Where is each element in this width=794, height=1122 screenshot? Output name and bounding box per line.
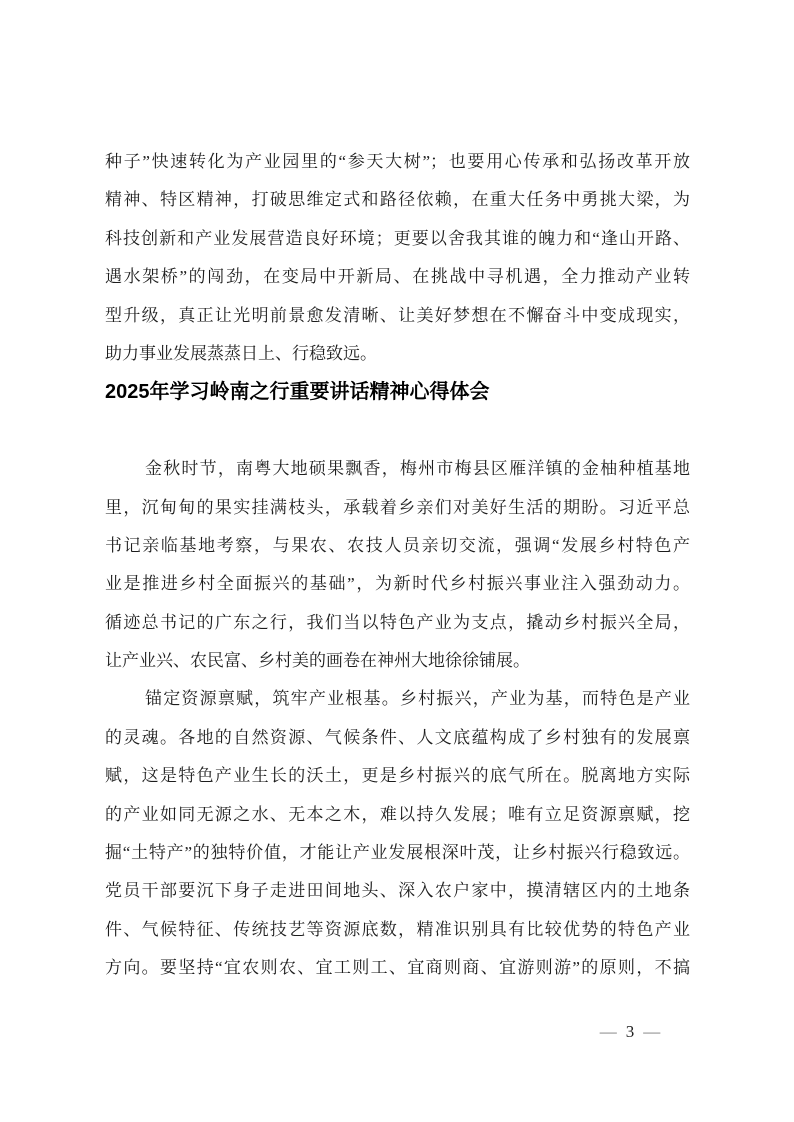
paragraph (105, 680, 690, 987)
text-line: 助力事业发展蒸蒸日上、行稳致远。 (105, 343, 377, 363)
text-line: 的灵魂。各地的自然资源、气候条件、人文底蕴构成了乡村独有的发展禀 (105, 727, 690, 747)
text-line: 件、气候特征、传统技艺等资源底数，精准识别具有比较优势的特色产业 (105, 919, 690, 939)
text-line: 方向。要坚持“宜农则农、宜工则工、宜商则商、宜游则游”的原则，不搞 (105, 958, 690, 978)
text-line: 的产业如同无源之水、无本之木，难以持久发展；唯有立足资源禀赋，挖 (105, 804, 690, 824)
paragraph (105, 450, 690, 680)
page-number-dash-left: — (599, 1022, 617, 1041)
text-line: 循迹总书记的广东之行，我们当以特色产业为支点，撬动乡村振兴全局， (105, 612, 690, 632)
page-footer (560, 1022, 700, 1042)
text-line: 党员干部要沉下身子走进田间地头、深入农户家中，摸清辖区内的土地条 (105, 881, 690, 901)
text-line: 种子”快速转化为产业园里的“参天大树”；也要用心传承和弘扬改革开放 (105, 152, 690, 171)
text-line: 赋，这是特色产业生长的沃土，更是乡村振兴的底气所在。脱离地方实际 (105, 766, 690, 786)
page-number-value: 3 (625, 1022, 635, 1041)
text-line: 金秋时节，南粤大地硕果飘香，梅州市梅县区雁洋镇的金柚种植基地 (145, 459, 690, 479)
text-line: 让产业兴、农民富、乡村美的画卷在神州大地徐徐铺展。 (105, 651, 530, 671)
text-line: 掘“土特产”的独特价值，才能让产业发展根深叶茂，让乡村振兴行稳致远。 (105, 843, 690, 863)
document-body (105, 143, 690, 988)
text-line: 书记亲临基地考察，与果农、农技人员亲切交流，强调“发展乡村特色产 (105, 535, 690, 555)
paragraph-continuation (105, 143, 690, 373)
text-line: 里，沉甸甸的果实挂满枝头，承载着乡亲们对美好生活的期盼。习近平总 (105, 497, 690, 517)
text-line: 型升级，真正让光明前景愈发清晰、让美好梦想在不懈奋斗中变成现实， (105, 305, 690, 325)
text-line: 锚定资源禀赋，筑牢产业根基。乡村振兴，产业为基，而特色是产业 (145, 689, 690, 709)
text-line: 精神、特区精神，打破思维定式和路径依赖，在重大任务中勇挑大梁，为 (105, 190, 690, 210)
page-number-dash-right: — (643, 1022, 661, 1041)
section-heading: 2025年学习岭南之行重要讲话精神心得体会 (105, 381, 490, 404)
text-line: 业是推进乡村全面振兴的基础”，为新时代乡村振兴事业注入强劲动力。 (105, 574, 690, 594)
text-line: 科技创新和产业发展营造良好环境；更要以舍我其谁的魄力和“逢山开路、 (105, 228, 690, 248)
text-line: 遇水架桥”的闯劲，在变局中开新局、在挑战中寻机遇，全力推动产业转 (105, 267, 690, 287)
